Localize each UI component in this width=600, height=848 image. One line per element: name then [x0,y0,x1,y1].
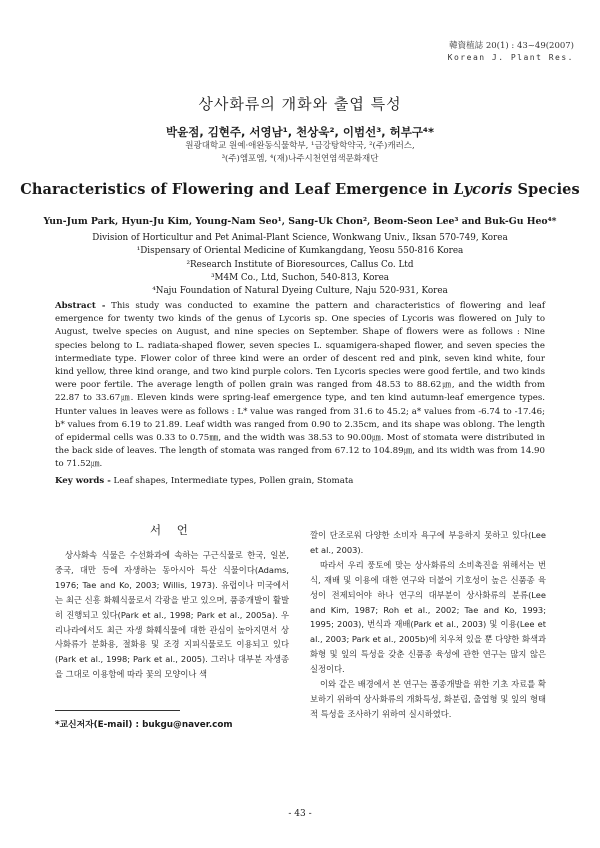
journal-name: Korean J. Plant Res. [447,53,574,62]
intro-right-column [310,528,546,722]
korean-affiliation-line: ³(주)엠포엠, ⁴(재)나주시천연염색문화재단 [221,153,379,164]
keywords [55,476,545,486]
intro-paragraph: 따라서 우리 풍토에 맞는 상사화류의 소비촉진을 위해서는 번식, 재배 및 이용에 대한 연구와 더불어 기호성이 높은 신품종 육성이 전제되어야 하나 연구의 대부분이 상사화류의 분류(Lee and Kim, 1987; Roh et al., 2002; Tae and Ko, 1993; 1995; 2003), 번식과 재배(Park et al., 2003) 및 이용(Lee et al., 2003; Park et al., 2005b)에 치우쳐 있을 뿐 다양한 화색과 화형 및 잎의 특성을 갖춘 신품종 육성에 관한 연구는 많지 않은 실정이다. [310,559,546,675]
keywords-text: Leaf shapes, Intermediate types, Pollen grain, Stomata [110,476,354,486]
journal-header [448,40,574,64]
english-affiliation-line: ⁴Naju Foundation of Natural Dyeing Culture, Naju 520-931, Korea [152,286,448,297]
abstract-text: This study was conducted to examine the pattern and characteristics of flowering and leaf emergence for twenty two kinds of the genus of Lycoris sp. One species of Lycoris was flowered on July to August, twelve species on August, and nine species on September. Shape of flowers were as follows : Nine species belong to L. radiata-shaped flower, seven species L. squamigera-shaped flower, and seven species the intermediate type. Flower color of three kind were an order of descent red and pink, seven kind white, four kind yellow, three kind orange, and two kind purple colors. Ten Lycoris species were good fertile, and two kinds were poor fertile. The average length of pollen grain was ranged from 48.53 to 88.62㎛, and the width from 22.87 to 33.67㎛. Eleven kinds were spring-leaf emergence type, and ten kind autumn-leaf emergence types. Hunter values in leaves were as follows : L* value was ranged from 31.6 to 45.2; a* values from -6.74 to -17.46; b* values from 6.19 to 21.89. Leaf width was ranged from 0.90 to 2.35cm, and its shape was oblong. The length of epidermal cells was 0.33 to 0.75㎜, and the width was 38.53 to 90.00㎛. Most of stomata were distributed in the back side of leaves. The length of stomata was ranged from 67.12 to 104.89㎛, and its width was from 14.90 to 71.52㎛. [55,301,546,470]
corresponding-author-footnote: *교신저자(E-mail) : bukgu@naver.com [55,720,233,730]
intro-paragraph: 깔이 단조로워 다양한 소비자 욕구에 부응하지 못하고 있다(Lee et al., 2003). [310,530,546,555]
english-title-post: Species [512,181,580,198]
english-title-pre: Characteristics of Flowering and Leaf Emergence in [20,181,454,198]
footnote-divider [55,710,180,711]
keywords-label: Key words - [55,476,111,486]
korean-affiliation-line: 원광대학교 원예·애완동식물학부, ¹금강탕학약국, ²(주)캐러스, [185,141,415,151]
korean-title: 상사화류의 개화와 출엽 특성 [198,95,402,113]
english-authors: Yun-Jum Park, Hyun-Ju Kim, Young-Nam Seo¹, Sang-Uk Chon², Beom-Seon Lee³ and Buk-Gu Heo⁴* [43,216,557,227]
intro-paragraph: 이와 같은 배경에서 본 연구는 품종개발을 위한 기초 자료를 확보하기 위하여 상사화류의 개화특성, 화분립, 출엽형 및 잎의 형태적 특성을 조사하기 위하여 실시하였다. [310,679,546,719]
english-affiliation-line: ³M4M Co., Ltd, Suchon, 540-813, Korea [210,272,390,283]
english-title-genus: Lycoris [453,181,513,198]
journal-citation: 韓資植誌 20(1) : 43~49(2007) [449,41,574,51]
english-affiliation-line: ¹Dispensary of Oriental Medicine of Kumkangdang, Yeosu 550-816 Korea [136,246,464,257]
korean-authors: 박윤점, 김현주, 서영남¹, 천상욱², 이범선³, 허부구⁴* [166,125,434,139]
korean-affiliations [0,140,600,165]
abstract-label: Abstract - [55,301,106,311]
intro-left-column: 상사화속 식물은 수선화과에 속하는 구근식물로 한국, 일본, 중국, 대만 등에 자생하는 동아시아 특산 식물이다(Adams, 1976; Tae and Ko, 2003; Willis, 1973). 유럽이나 미국에서는 최근 신흥 화훼식물로서 각광을 받고 있으며, 품종개발이 활발히 진행되고 있다(Park et al., 1998; Park et al., 2005a). 우리나라에서도 최근 자생 화훼식물에 대한 관심이 높아지면서 상사화류가 분화용, 절화용 및 조경 지피식물로도 이용되고 있다(Park et al., 1998; Park et al., 2005). 그러나 대부분 자생종을 그대로 이용함에 따라 꽃의 모양이나 색 [55,550,289,680]
page-number: - 43 - [288,809,312,819]
abstract [55,300,545,472]
english-affiliation-line: ²Research Institute of Bioresources, Callus Co. Ltd [186,259,414,270]
english-affiliations [0,232,600,298]
english-title [0,181,600,198]
english-affiliation-line: Division of Horticultur and Pet Animal-Plant Science, Wonkwang Univ., Iksan 570-749, Korea [92,233,508,243]
